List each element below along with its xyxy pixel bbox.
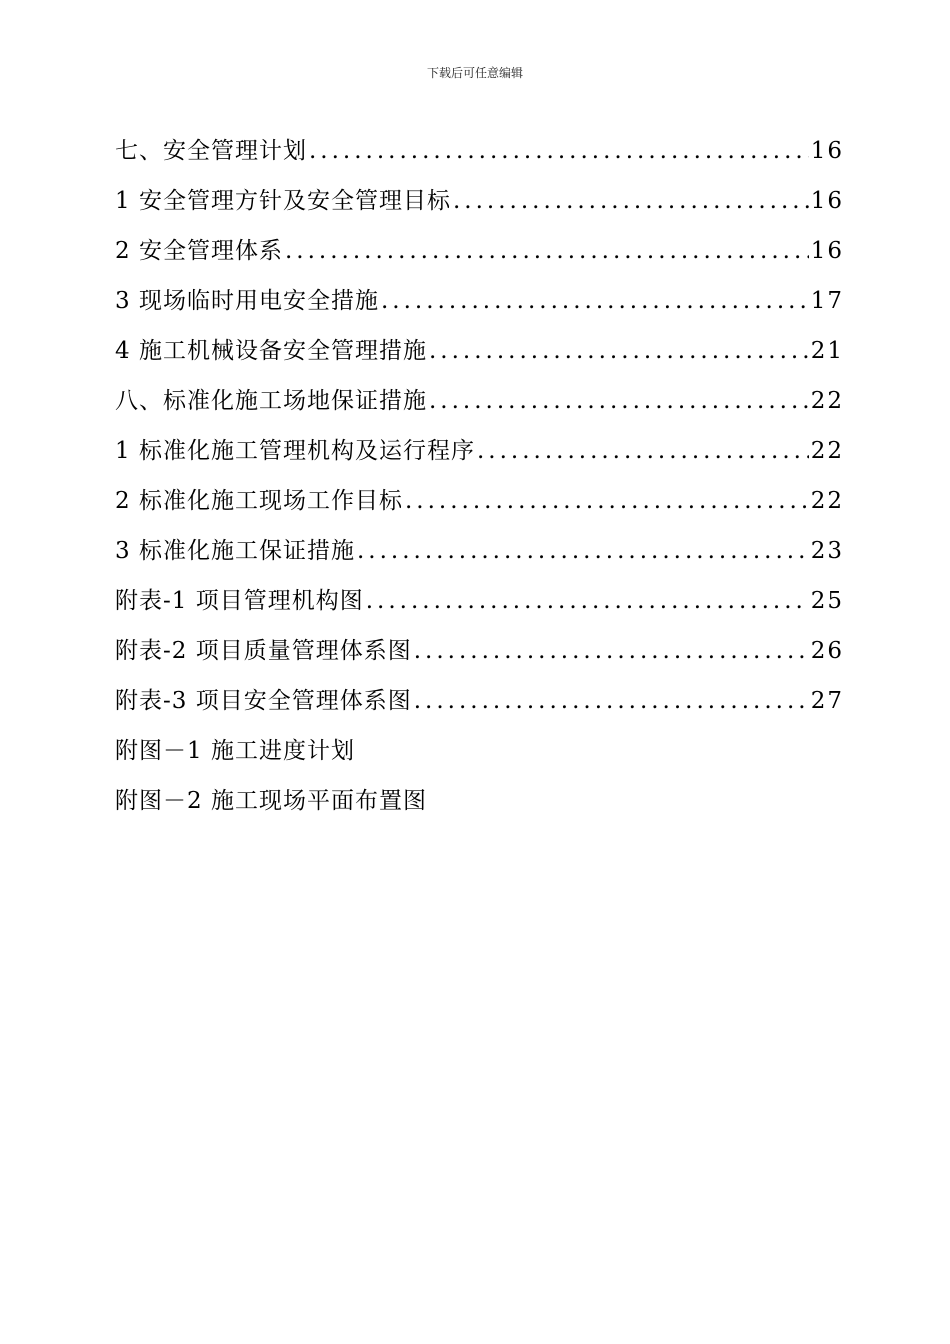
toc-entry-title: 附表-1 项目管理机构图 [115, 588, 364, 614]
table-of-contents [115, 131, 842, 831]
toc-dot-leader [285, 231, 809, 271]
toc-entry[interactable] [115, 281, 842, 331]
toc-page-number: 23 [810, 538, 844, 564]
page-header: 下载后可任意编辑 [426, 66, 523, 80]
toc-dot-leader [453, 181, 809, 221]
toc-entry[interactable] [115, 781, 842, 831]
toc-entry[interactable] [115, 231, 842, 281]
toc-entry-title: 附表-2 项目质量管理体系图 [115, 638, 412, 664]
toc-page-number: 26 [810, 638, 844, 664]
toc-page-number: 16 [810, 188, 844, 214]
toc-entry[interactable] [115, 331, 842, 381]
toc-dot-leader [414, 681, 809, 721]
toc-entry[interactable] [115, 531, 842, 581]
toc-page-number: 25 [810, 588, 844, 614]
toc-dot-leader [429, 381, 809, 421]
toc-entry-title: 1 安全管理方针及安全管理目标 [115, 188, 451, 214]
toc-page-number: 17 [810, 288, 844, 314]
toc-entry-title: 附表-3 项目安全管理体系图 [115, 688, 412, 714]
toc-entry-title: 3 现场临时用电安全措施 [115, 288, 379, 314]
toc-dot-leader [429, 331, 809, 371]
toc-entry[interactable] [115, 431, 842, 481]
toc-page-number: 22 [810, 438, 844, 464]
toc-page-number: 21 [810, 338, 844, 364]
toc-page-number: 22 [810, 388, 844, 414]
toc-dot-leader [477, 431, 809, 471]
toc-entry-title: 附图－1 施工进度计划 [115, 738, 355, 764]
toc-entry[interactable] [115, 731, 842, 781]
toc-dot-leader [381, 281, 809, 321]
toc-entry-title: 1 标准化施工管理机构及运行程序 [115, 438, 475, 464]
toc-entry-title: 3 标准化施工保证措施 [115, 538, 355, 564]
toc-page-number: 27 [810, 688, 844, 714]
toc-entry-title: 七、安全管理计划 [115, 138, 307, 164]
toc-entry[interactable] [115, 581, 842, 631]
toc-page-number: 16 [810, 138, 844, 164]
toc-entry-title: 2 安全管理体系 [115, 238, 283, 264]
toc-page-number: 16 [810, 238, 844, 264]
toc-dot-leader [357, 531, 809, 571]
toc-entry[interactable] [115, 481, 842, 531]
toc-entry[interactable] [115, 631, 842, 681]
toc-entry[interactable] [115, 131, 842, 181]
toc-dot-leader [414, 631, 809, 671]
toc-entry[interactable] [115, 181, 842, 231]
toc-entry[interactable] [115, 681, 842, 731]
toc-dot-leader [366, 581, 809, 621]
toc-dot-leader [405, 481, 809, 521]
toc-entry-title: 八、标准化施工场地保证措施 [115, 388, 427, 414]
toc-entry[interactable] [115, 381, 842, 431]
toc-entry-title: 4 施工机械设备安全管理措施 [115, 338, 427, 364]
toc-dot-leader [309, 131, 809, 171]
toc-entry-title: 2 标准化施工现场工作目标 [115, 488, 403, 514]
toc-entry-title: 附图－2 施工现场平面布置图 [115, 788, 427, 814]
toc-page-number: 22 [810, 488, 844, 514]
